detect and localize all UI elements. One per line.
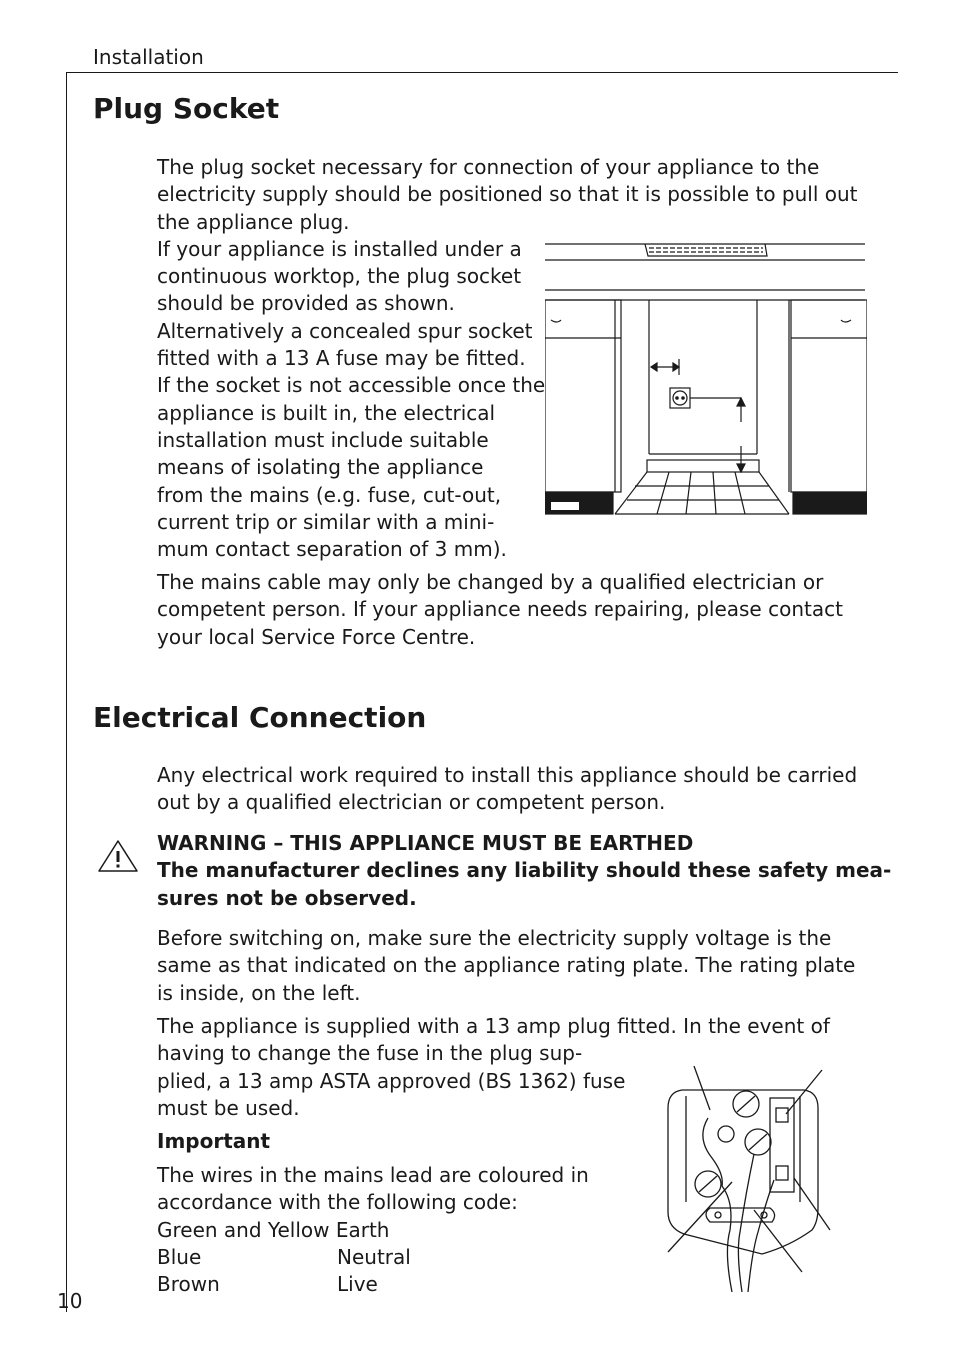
- mains-cable-paragraph: The mains cable may only be changed by a qualified electrician or competent person. If your appliance needs repairing, please contact your local Service Force Centre.: [157, 570, 843, 649]
- socket-position-diagram: [545, 240, 867, 518]
- fuse-paragraph: The appliance is supplied with a 13 amp plug fitted. In the event of having to change the fuse in the plug sup- plied, a 13 amp ASTA approved (BS 1362) fuse must be used.: [157, 1014, 830, 1120]
- plug-socket-paragraph: The plug socket necessary for connection of your appliance to the electricity supply should be positioned so that it is possible to pull out the appliance plug. If your appliance is installed under a continuous worktop, the plug socket should be provided as shown. Alternatively a concealed spur socket fitted with a 13 A fuse may be fitted. If the socket is not accessible once the appliance is built in, the electrical installation must include suitable means of isolating the appliance from the mains (e.g. fuse, cut-out, current trip or similar with a mini- mum contact separation of 3 mm).: [157, 155, 858, 562]
- margin-rule: [66, 72, 67, 1312]
- plug-wiring-diagram: [662, 1062, 832, 1296]
- wire-code-row: Green and Yellow Earth: [157, 1217, 390, 1242]
- wire-code-row: Blue Neutral: [157, 1244, 411, 1269]
- electrical-intro-paragraph: Any electrical work required to install this appliance should be carried out by a qualified electrician or competent person.: [157, 763, 858, 815]
- terminal-screw-icon: [733, 1091, 759, 1117]
- page-number: 10: [57, 1289, 83, 1313]
- plug-socket-heading: Plug Socket: [93, 92, 280, 125]
- section-label: Installation: [93, 45, 204, 69]
- header-rule: [66, 72, 898, 73]
- terminal-screw-icon: [695, 1171, 721, 1197]
- vent-grille-icon: [645, 244, 767, 256]
- wall-socket-icon: [670, 388, 690, 408]
- earthing-warning: WARNING – THIS APPLIANCE MUST BE EARTHED The manufacturer declines any liability should these safety mea- sures not be observed.: [157, 831, 892, 910]
- fuse-icon: [770, 1098, 794, 1192]
- important-label: Important: [157, 1129, 271, 1153]
- warning-triangle-icon: [96, 838, 140, 874]
- terminal-screw-icon: [745, 1129, 771, 1155]
- voltage-paragraph: Before switching on, make sure the electricity supply voltage is the same as that indicated on the appliance rating plate. The rating plate is inside, on the left.: [157, 926, 856, 1005]
- electrical-connection-heading: Electrical Connection: [93, 701, 427, 734]
- wire-code-row: Brown Live: [157, 1272, 378, 1297]
- wire-colour-code: The wires in the mains lead are coloured in accordance with the following code: Green and Yellow Earth Blue Neutral Brown Live: [157, 1162, 589, 1298]
